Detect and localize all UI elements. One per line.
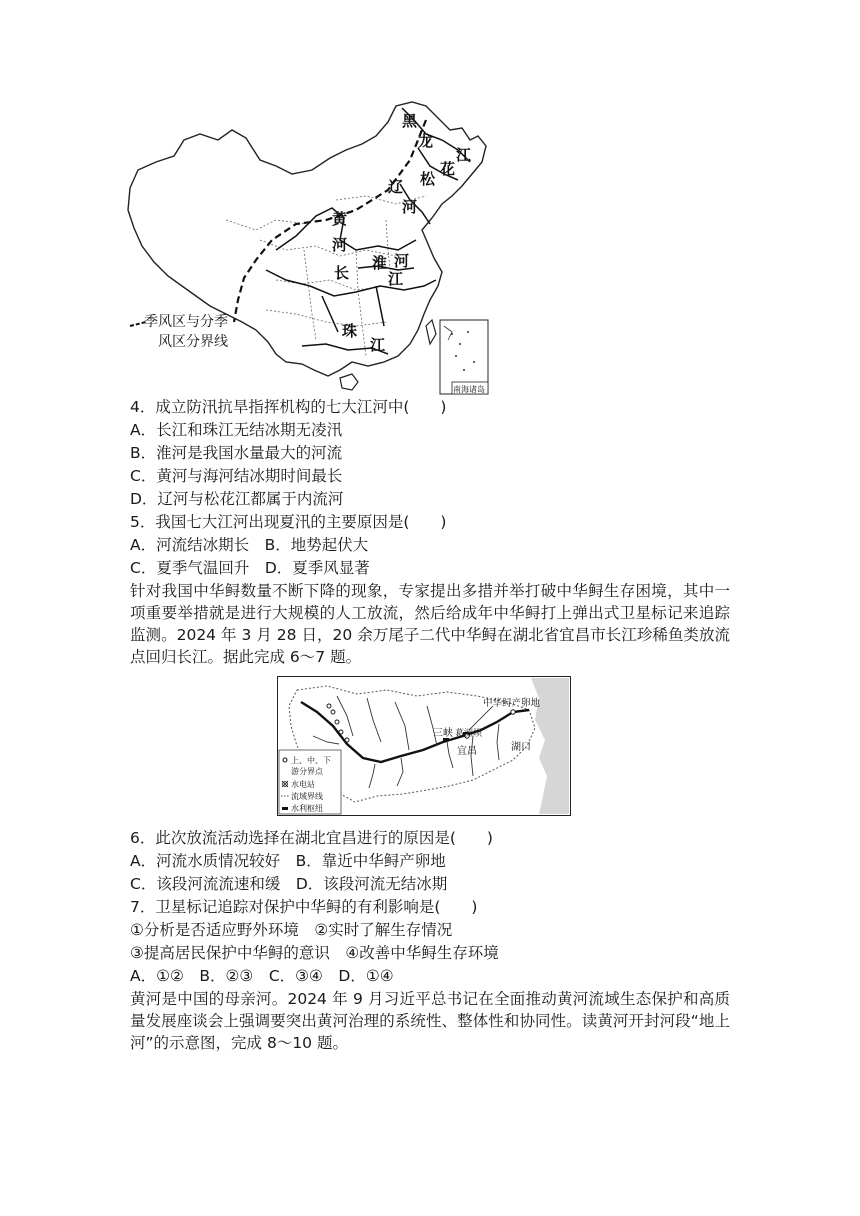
q5-options-ab: A．河流结冰期长 B．地势起伏大 — [130, 536, 369, 554]
intro-sturgeon-paragraph: 针对我国中华鲟数量不断下降的现象，专家提出多措并举打破中华鲟生存困境，其中一项重要举措就是进行大规模的人工放流，然后给成年中华鲟打上弹出式卫星标记来追踪监测。2024 年 3 月 28 日，20 余万尾子二代中华鲟在湖北省宜昌市长江珍稀鱼类放流点回归长江。据此完成 6～7 题。 — [130, 582, 730, 666]
label-yichang: 宜昌 — [457, 746, 477, 757]
river-char-huang: 黄 — [332, 210, 348, 228]
yangtze-river — [266, 270, 436, 296]
q6-stem: 6．此次放流活动选择在湖北宜昌进行的原因是( ) — [130, 829, 493, 847]
yangtze-basin-map — [277, 676, 571, 816]
river-lines — [266, 108, 470, 354]
q4-option-d: D．辽河与松花江都属于内流河 — [130, 490, 344, 508]
q6-options-ab: A．河流水质情况较好 B．靠近中华鲟产卵地 — [130, 852, 446, 870]
legend-boundary-point-1: 上、中、下 — [291, 756, 331, 765]
china-rivers-map — [126, 100, 492, 396]
q4-option-b: B．淮河是我国水量最大的河流 — [130, 444, 343, 462]
label-three-gorges: 三峡 — [433, 728, 453, 739]
legend-basin-boundary: 流域界线 — [291, 792, 323, 801]
q7-stem: 7．卫星标记追踪对保护中华鲟的有利影响是( ) — [130, 898, 478, 916]
river-char-jiang3: 江 — [370, 336, 386, 354]
river-char-he3: 河 — [394, 252, 410, 270]
hainan-island — [340, 374, 358, 390]
q4-option-c: C．黄河与海河结冰期时间最长 — [130, 467, 343, 485]
river-char-liao: 辽 — [388, 178, 404, 196]
intro-yellow-river-paragraph: 黄河是中国的母亲河。2024 年 9 月习近平总书记在全面推动黄河流域生态保护和高质量发展座谈会上强调要突出黄河治理的系统性、整体性和协同性。读黄河开封河段“地上河”的示意图，完成 8～10 题。 — [130, 990, 730, 1052]
river-char-he: 河 — [402, 198, 418, 216]
legend-text-line2: 风区分界线 — [158, 334, 228, 350]
label-gezhouba: 葛洲坝 — [455, 729, 483, 739]
river-char-hua: 花 — [440, 160, 456, 178]
q5-stem: 5．我国七大江河出现夏汛的主要原因是( ) — [130, 513, 447, 531]
inset-label: 南海诸岛 — [453, 385, 485, 394]
river-char-jiang2: 江 — [388, 270, 404, 288]
tributary — [322, 296, 338, 332]
monsoon-boundary-line — [234, 120, 426, 322]
legend-boundary-point-2: 游分界点 — [291, 767, 323, 776]
hukou-point — [511, 710, 515, 714]
river-char-jiang: 江 — [456, 146, 472, 164]
river-char-song: 松 — [420, 170, 436, 188]
legend-hydropower: 水电站 — [291, 780, 315, 789]
q7-statements-12: ①分析是否适应野外环境 ②实时了解生存情况 — [130, 921, 453, 939]
tributary — [376, 286, 384, 326]
river-char-hei: 黑 — [402, 112, 418, 130]
q7-statements-34: ③提高居民保护中华鲟的意识 ④改善中华鲟生存环境 — [130, 944, 499, 962]
q7-choices: A．①② B．②③ C．③④ D．①④ — [130, 967, 394, 985]
river-char-huai: 淮 — [372, 254, 388, 272]
legend-text-line1: 季风区与分季 — [144, 314, 228, 330]
river-char-long: 龙 — [418, 132, 434, 150]
label-hukou: 湖口 — [511, 742, 531, 753]
river-char-chang: 长 — [334, 264, 350, 282]
q5-options-cd: C．夏季气温回升 D．夏季风显著 — [130, 559, 370, 577]
label-spawning-ground: 中华鲟产卵地 — [483, 698, 541, 709]
q4-stem: 4．成立防汛抗旱指挥机构的七大江河中( ) — [130, 398, 447, 416]
river-char-he2: 河 — [332, 236, 348, 254]
river-char-zhu: 珠 — [342, 322, 358, 340]
legend-water-project: 水利枢纽 — [291, 804, 323, 813]
q6-options-cd: C．该段河流流速和缓 D．该段河流无结冰期 — [130, 875, 448, 893]
taiwan-island — [426, 320, 436, 344]
q4-option-a: A．长江和珠江无结冰期无凌汛 — [130, 421, 343, 439]
